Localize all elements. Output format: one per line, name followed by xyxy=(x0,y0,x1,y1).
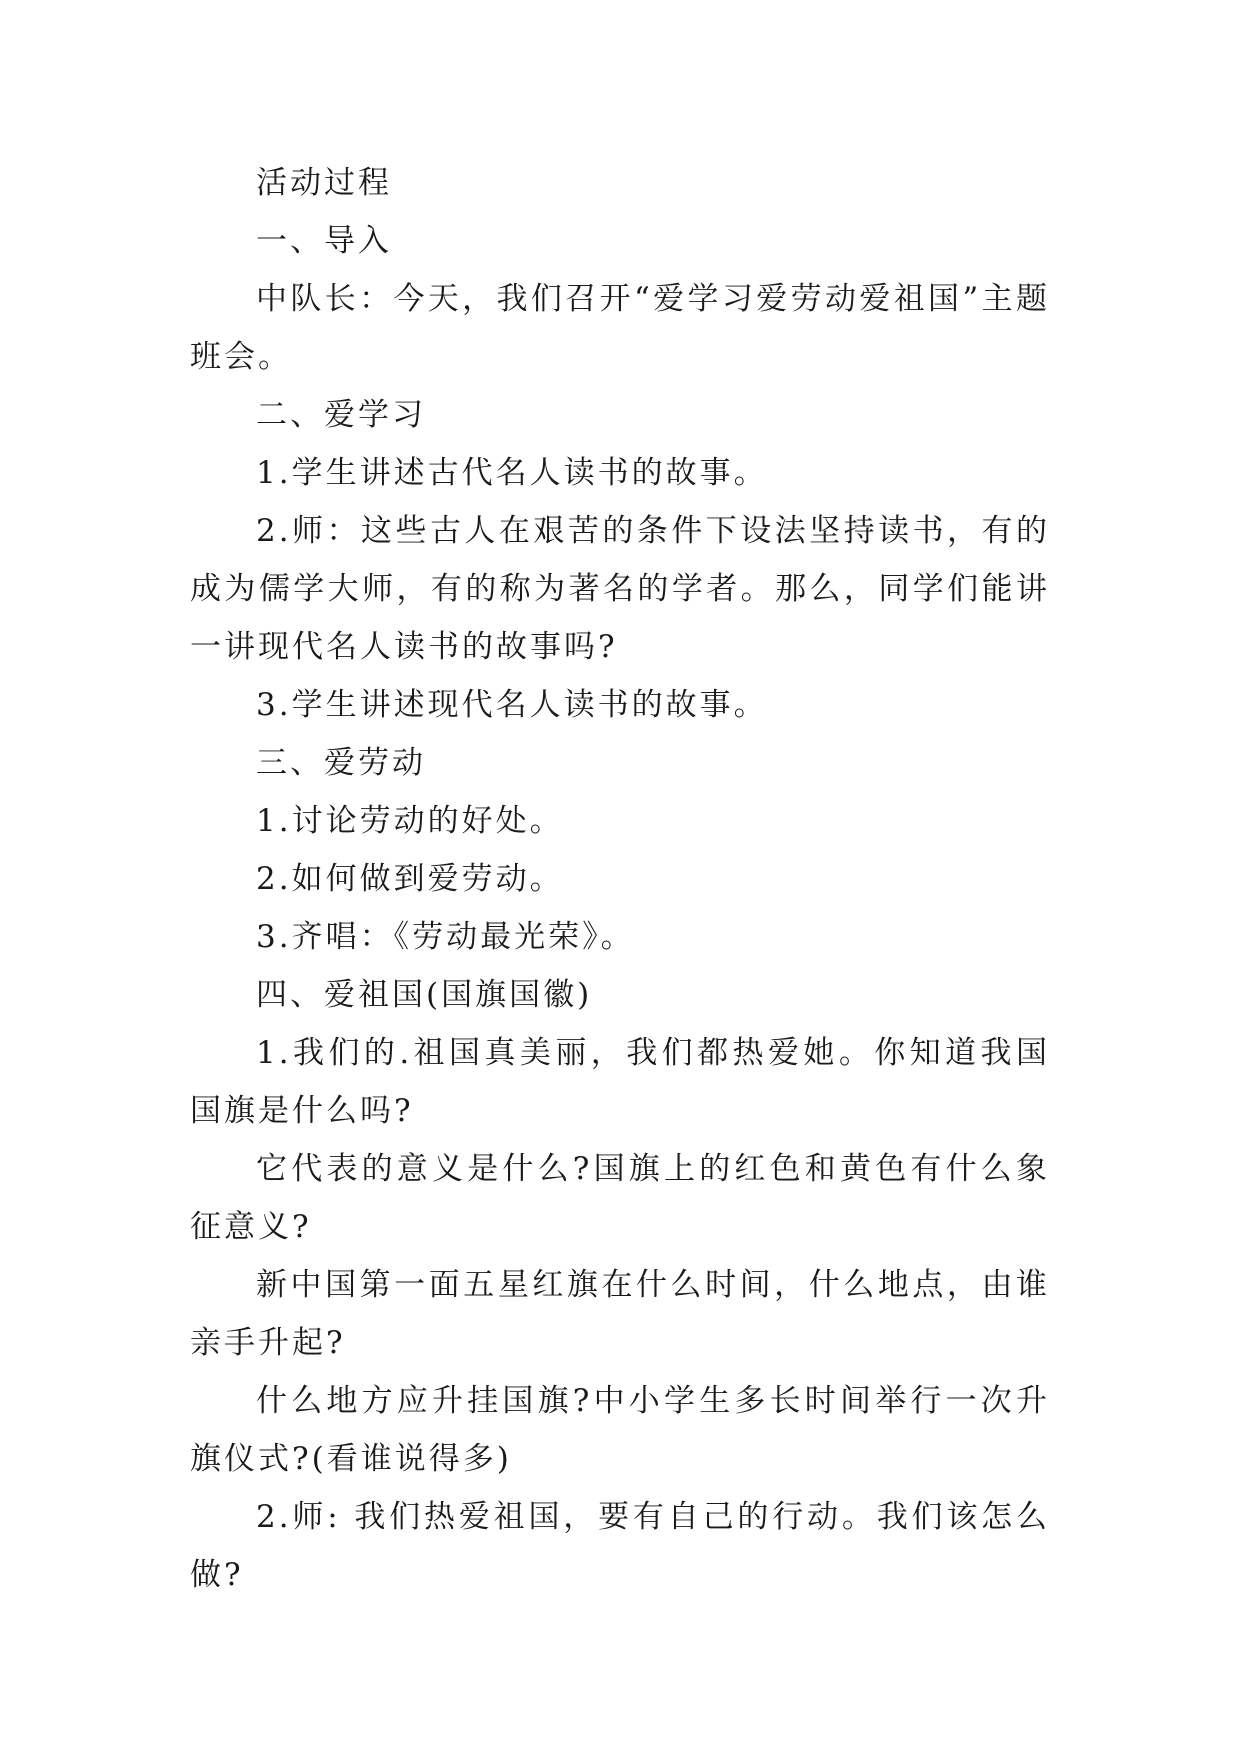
section-heading-love-learning: 二、爱学习 xyxy=(256,397,426,433)
paragraph-first-flag: 新中国第一面五星红旗在什么时间，什么地点，由谁亲手升起? xyxy=(190,1267,1050,1361)
section-heading-love-motherland: 四、爱祖国(国旗国徽) xyxy=(256,977,593,1013)
document-body xyxy=(190,154,1050,1604)
paragraph-squad-leader: 中队长：今天，我们召开“爱学习爱劳动爱祖国”主题班会。 xyxy=(190,281,1050,375)
paragraph-flag-raising: 什么地方应升挂国旗?中小学生多长时间举行一次升旗仪式?(看谁说得多) xyxy=(190,1383,1050,1477)
list-item-motherland-2: 2.师: 我们热爱祖国，要有自己的行动。我们该怎么做? xyxy=(190,1499,1050,1593)
section-heading-love-labor: 三、爱劳动 xyxy=(256,745,426,781)
list-item-labor-3: 3.齐唱：《劳动最光荣》。 xyxy=(256,919,635,955)
paragraph-flag-meaning: 它代表的意义是什么?国旗上的红色和黄色有什么象征意义? xyxy=(190,1151,1050,1245)
heading-activity-process: 活动过程 xyxy=(256,165,392,201)
section-heading-intro: 一、导入 xyxy=(256,223,392,259)
list-item-motherland-1: 1.我们的.祖国真美丽，我们都热爱她。你知道我国国旗是什么吗? xyxy=(190,1035,1050,1129)
list-item-learning-1: 1.学生讲述古代名人读书的故事。 xyxy=(256,455,768,491)
list-item-learning-3: 3.学生讲述现代名人读书的故事。 xyxy=(256,687,768,723)
list-item-labor-1: 1.讨论劳动的好处。 xyxy=(256,803,564,839)
list-item-labor-2: 2.如何做到爱劳动。 xyxy=(256,861,564,897)
list-item-learning-2: 2.师：这些古人在艰苦的条件下设法坚持读书，有的成为儒学大师，有的称为著名的学者。那么，同学们能讲一讲现代名人读书的故事吗? xyxy=(190,513,1050,665)
